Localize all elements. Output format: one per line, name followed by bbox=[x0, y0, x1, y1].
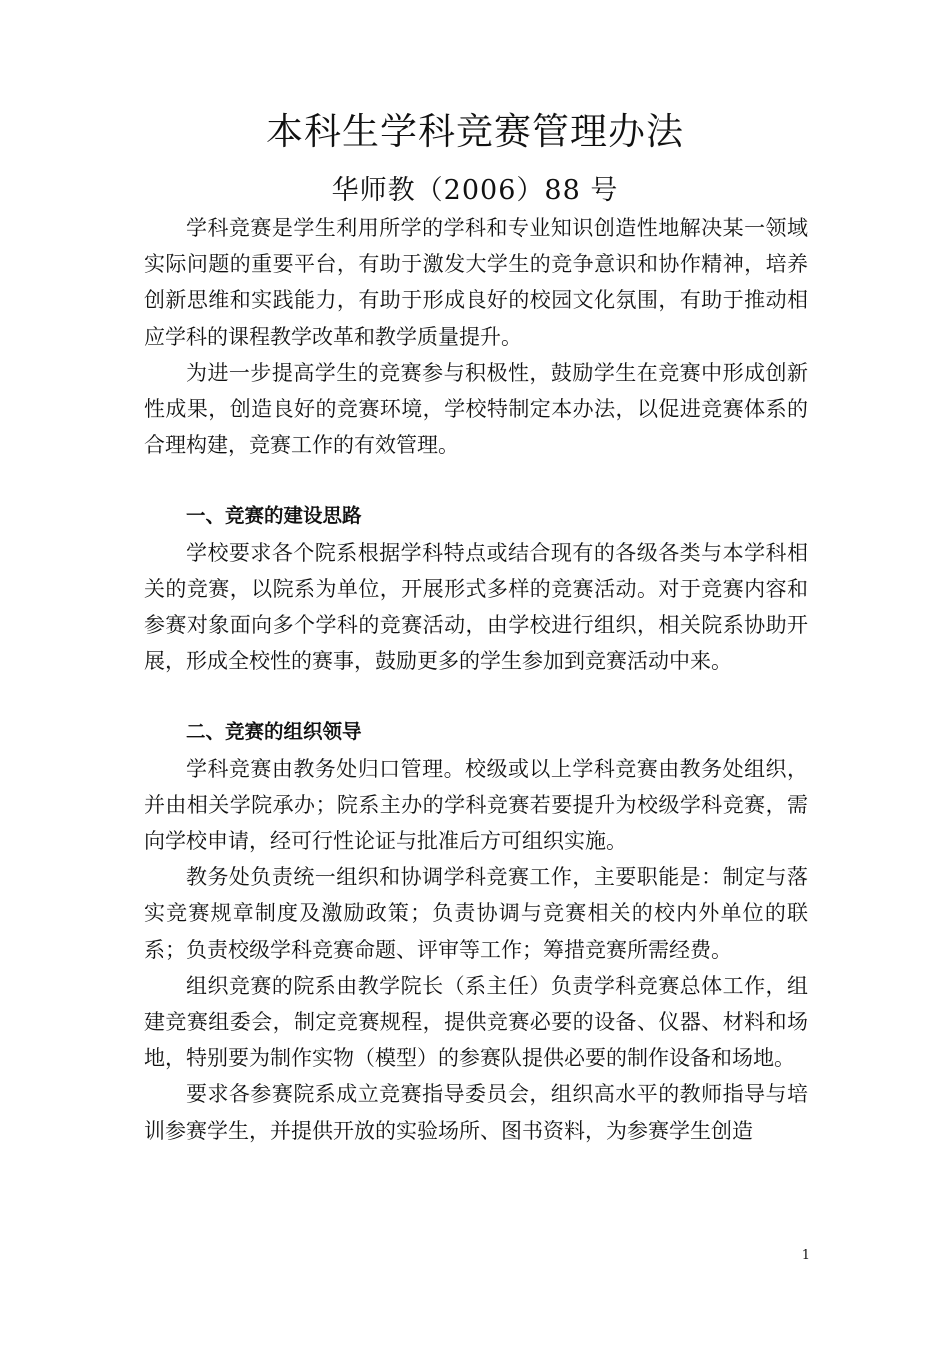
section-heading: 二、竞赛的组织领导 bbox=[186, 720, 362, 744]
intro-paragraph: 为进一步提高学生的竞赛参与积极性，鼓励学生在竞赛中形成创新性成果，创造良好的竞赛环境，学校特制定本办法，以促进竞赛体系的合理构建，竞赛工作的有效管理。 bbox=[144, 360, 808, 458]
section-paragraph: 学科竞赛由教务处归口管理。校级或以上学科竞赛由教务处组织，并由相关学院承办；院系主办的学科竞赛若要提升为校级学科竞赛，需向学校申请，经可行性论证与批准后方可组织实施。 bbox=[144, 756, 808, 854]
section-heading: 一、竞赛的建设思路 bbox=[186, 504, 362, 528]
document-number: 华师教（2006）88 号 bbox=[331, 175, 619, 206]
section-paragraph: 教务处负责统一组织和协调学科竞赛工作，主要职能是：制定与落实竞赛规章制度及激励政策；负责协调与竞赛相关的校内外单位的联系；负责校级学科竞赛命题、评审等工作；筹措竞赛所需经费。 bbox=[144, 865, 808, 962]
section-paragraph: 要求各参赛院系成立竞赛指导委员会，组织高水平的教师指导与培训参赛学生，并提供开放的实验场所、图书资料，为参赛学生创造 bbox=[144, 1082, 808, 1143]
document-title: 本科生学科竞赛管理办法 bbox=[266, 110, 684, 153]
intro-paragraph: 学科竞赛是学生利用所学的学科和专业知识创造性地解决某一领域实际问题的重要平台，有助于激发大学生的竞争意识和协作精神，培养创新思维和实践能力，有助于形成良好的校园文化氛围，有助于推动相应学科的课程教学改革和教学质量提升。 bbox=[144, 216, 808, 349]
section-spacer bbox=[144, 463, 808, 498]
document-body bbox=[144, 210, 808, 1149]
page-number: 1 bbox=[801, 1248, 810, 1263]
section-paragraph: 组织竞赛的院系由教学院长（系主任）负责学科竞赛总体工作，组建竞赛组委会，制定竞赛规程，提供竞赛必要的设备、仪器、材料和场地，特别要为制作实物（模型）的参赛队提供必要的制作设备和场地。 bbox=[144, 973, 808, 1071]
section-spacer bbox=[144, 679, 808, 714]
section-paragraph: 学校要求各个院系根据学科特点或结合现有的各级各类与本学科相关的竞赛，以院系为单位，开展形式多样的竞赛活动。对于竞赛内容和参赛对象面向多个学科的竞赛活动，由学校进行组织，相关院系协助开展，形成全校性的赛事，鼓励更多的学生参加到竞赛活动中来。 bbox=[144, 540, 808, 674]
